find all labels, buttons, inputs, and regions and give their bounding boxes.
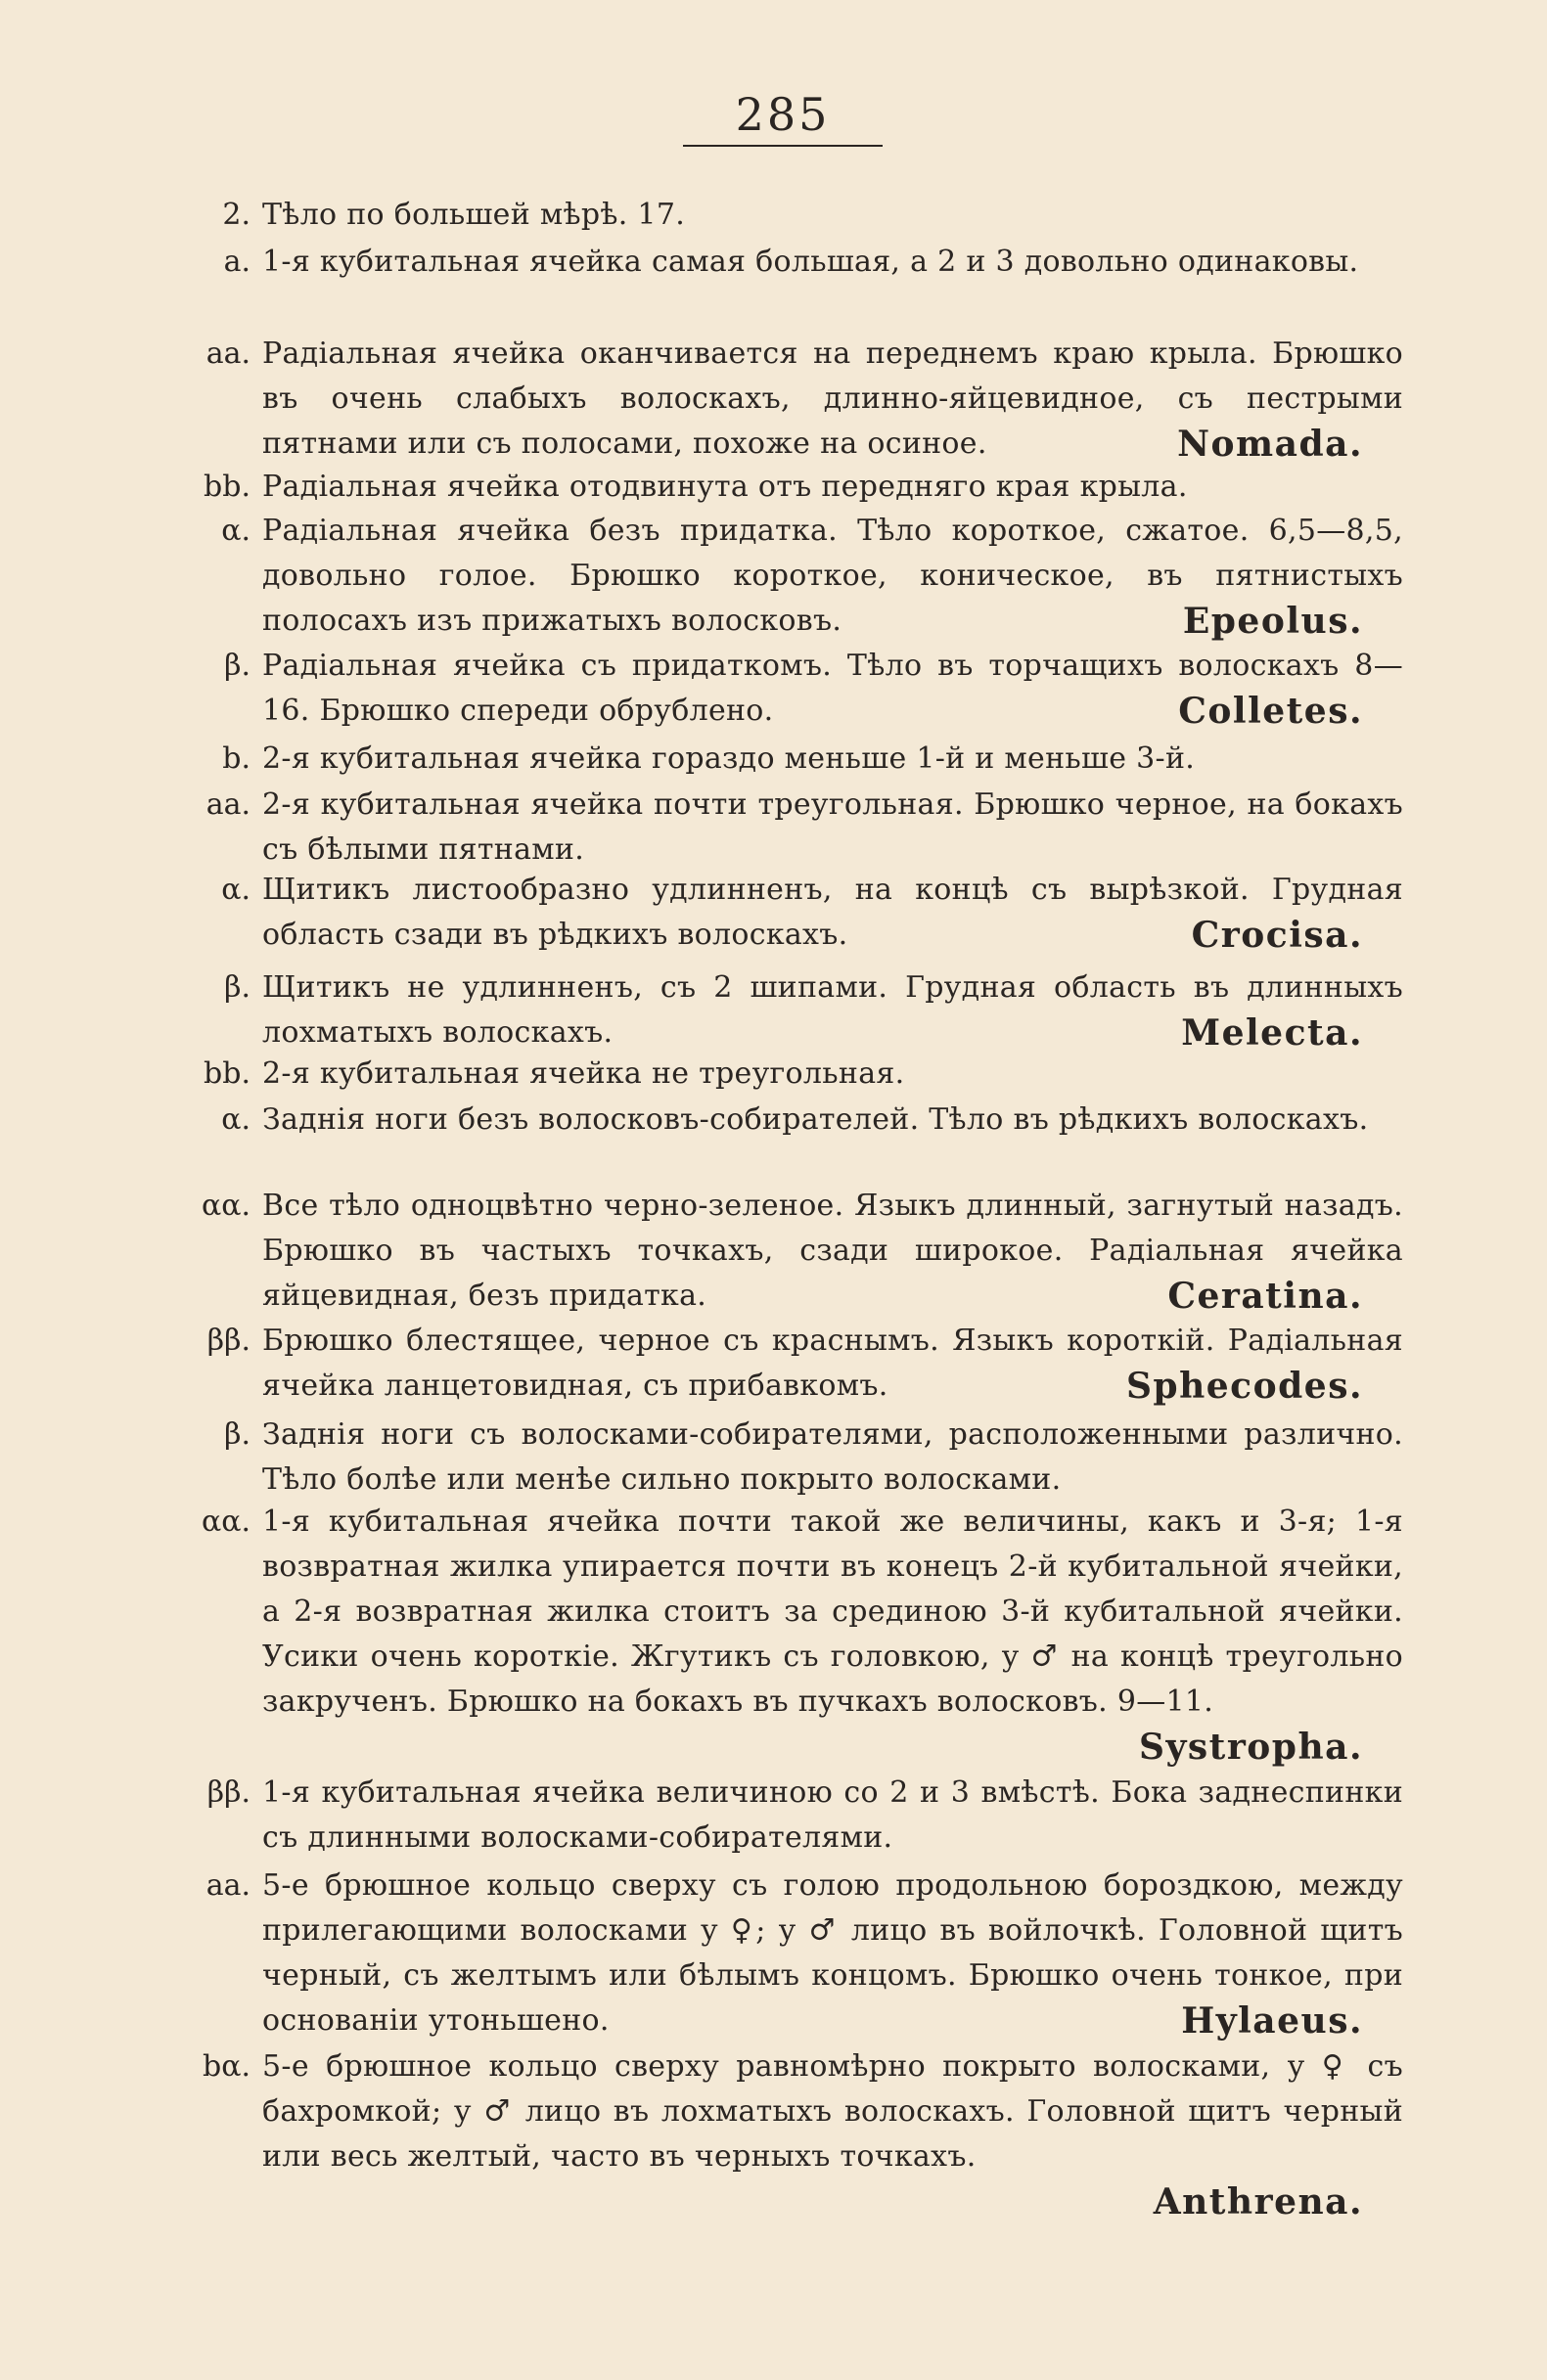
entry-marker: αα. — [201, 1504, 250, 1539]
genus-name: Crocisa. — [1191, 915, 1363, 956]
entry-marker: aa. — [205, 337, 250, 371]
entry-text: 2-я кубитальная ячейка гораздо меньше 1-й и меньше 3-й. — [262, 741, 1196, 776]
entry-text: Радіальная ячейка оканчивается на переднемъ краю крыла. Брюшко въ очень слабыхъ волоскахъ, длинно-яйцевидное, съ пестрыми пятнами или съ полосами, похоже на осиное. — [262, 337, 1403, 461]
entry-marker: aa. — [205, 787, 250, 822]
genus-name: Hylaeus. — [1181, 2000, 1363, 2042]
entry-marker: α. — [221, 873, 250, 907]
entry-marker: bb. — [204, 470, 250, 504]
genus-name: Nomada. — [1177, 424, 1363, 465]
entry-marker: 2. — [222, 198, 250, 232]
entry-marker: α. — [221, 1102, 250, 1137]
entry-text: Щитикъ не удлинненъ, съ 2 шипами. Грудная область въ длинныхъ лохматыхъ волоскахъ. — [262, 970, 1403, 1050]
genus-name: Systropha. — [1139, 1727, 1363, 1768]
entry-marker: a. — [223, 245, 250, 279]
entry-marker: ββ. — [206, 1324, 250, 1358]
entry-text: 5-е брюшное кольцо сверху съ голою продольною бороздкою, между прилегающими волосками у ♀; у ♂ лицо въ войлочкѣ. Головной щитъ черный, съ желтымъ или бѣлымъ концомъ. Брюшко очень тонкое, при основаніи утоньшено. — [262, 1868, 1403, 2038]
genus-name: Melecta. — [1181, 1012, 1363, 1054]
genus-name: Colletes. — [1178, 691, 1363, 732]
entry-text: Все тѣло одноцвѣтно черно-зеленое. Языкъ длинный, загнутый назадъ. Брюшко въ частыхъ точкахъ, сзади широкое. Радіальная ячейка яйцевидная, безъ придатка. — [262, 1189, 1403, 1313]
entry-marker: β. — [224, 1417, 250, 1452]
entry-text: 1-я кубитальная ячейка самая большая, а 2 и 3 довольно одинаковы. — [262, 245, 1359, 279]
entry-marker: α. — [221, 514, 250, 548]
page-number-rule — [683, 145, 883, 147]
entry-text: 2-я кубитальная ячейка не треугольная. — [262, 1056, 905, 1091]
entry-marker: aa. — [205, 1868, 250, 1903]
entry-text: Заднія ноги съ волосками-собирателями, расположенными различно. Тѣло болѣе или менѣе сильно покрыто волосками. — [262, 1417, 1403, 1497]
page-number: 285 — [735, 88, 831, 141]
entry-text: 1-я кубитальная ячейка почти такой же величины, какъ и 3-я; 1-я возвратная жилка упирается почти въ конецъ 2-й кубитальной ячейки, а 2-я возвратная жилка стоитъ за срединою 3-й кубитальной ячейки. Усики очень короткіе. Жгутикъ съ головкою, у ♂ на концѣ треугольно закрученъ. Брюшко на бокахъ въ пучкахъ волосковъ. 9—11. — [262, 1504, 1403, 1719]
genus-name: Sphecodes. — [1125, 1366, 1363, 1407]
entry-text: Заднія ноги безъ волосковъ-собирателей. Тѣло въ рѣдкихъ волоскахъ. — [262, 1102, 1369, 1137]
entry-text: 5-е брюшное кольцо сверху равномѣрно покрыто волосками, у ♀ съ бахромкой; у ♂ лицо въ лохматыхъ волоскахъ. Головной щитъ черный или весь желтый, часто въ черныхъ точкахъ. — [262, 2049, 1403, 2174]
entry-marker: b. — [222, 741, 250, 776]
entry-text: Щитикъ листообразно удлинненъ, на концѣ съ вырѣзкой. Грудная область сзади въ рѣдкихъ волоскахъ. — [262, 873, 1403, 952]
genus-name: Epeolus. — [1182, 601, 1363, 642]
entry-text: Радіальная ячейка безъ придатка. Тѣло короткое, сжатое. 6,5—8,5, довольно голое. Брюшко короткое, коническое, въ пятнистыхъ полосахъ изъ прижатыхъ волосковъ. — [262, 514, 1403, 638]
entry-text: 1-я кубитальная ячейка величиною со 2 и 3 вмѣстѣ. Бока заднеспинки съ длинными волосками-собирателями. — [262, 1775, 1403, 1855]
entry-text: Тѣло по большей мѣрѣ. 17. — [262, 198, 686, 232]
entry-marker: ββ. — [206, 1775, 250, 1810]
entry-marker: β. — [224, 649, 250, 683]
entry-marker: bα. — [203, 2049, 250, 2084]
entry-text: Брюшко блестящее, черное съ краснымъ. Языкъ короткій. Радіальная ячейка ланцетовидная, съ прибавкомъ. — [262, 1324, 1403, 1403]
entry-marker: bb. — [204, 1056, 250, 1091]
entry-marker: αα. — [201, 1189, 250, 1223]
genus-name: Anthrena. — [1153, 2181, 1363, 2223]
entry-text: Радіальная ячейка съ придаткомъ. Тѣло въ торчащихъ волоскахъ 8—16. Брюшко спереди обрублено. — [262, 649, 1403, 728]
genus-name: Ceratina. — [1167, 1276, 1363, 1317]
entry-text: 2-я кубитальная ячейка почти треугольная. Брюшко черное, на бокахъ съ бѣлыми пятнами. — [262, 787, 1403, 867]
entry-text: Радіальная ячейка отодвинута отъ передняго края крыла. — [262, 470, 1188, 504]
entry-marker: β. — [224, 970, 250, 1005]
